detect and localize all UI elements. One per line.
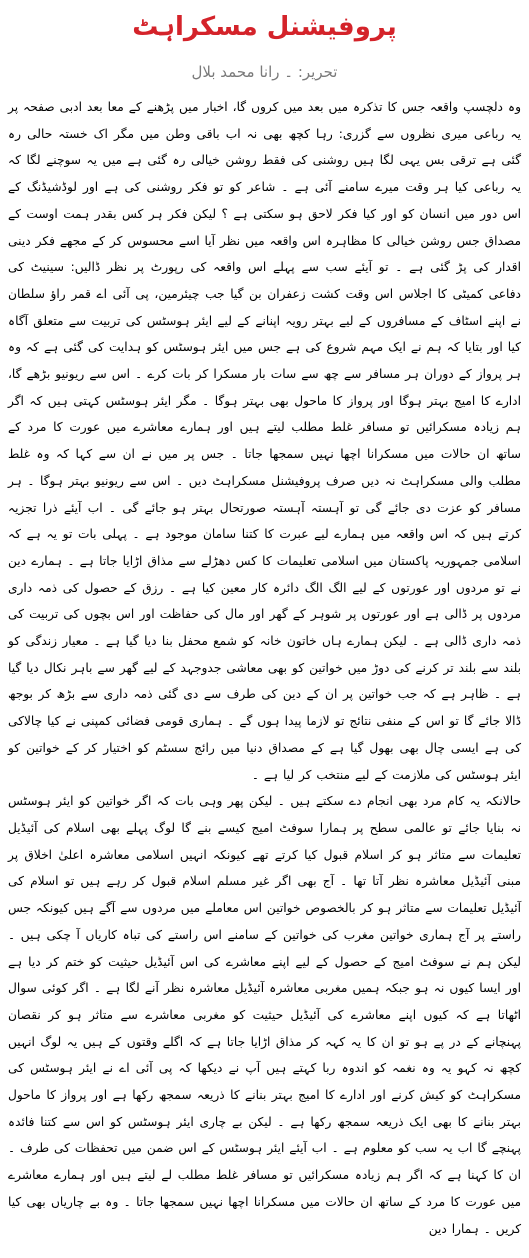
article-byline: تحریر: ۔ رانا محمد بلال [191,63,338,81]
article-paragraph: وہ دلچسپ واقعہ جس کا تذکرہ میں بعد میں کروں گا، اخبار میں پڑھنے کے معا بعد ادبی صفحہ پر یہ رباعی میری نظروں سے گزری: رہا کچھ بھی نہ اب باقی وطن میں مگر اک خستہ حالی رہ گئی ہے ترقی بس یہی لگا ہیں روشنی کی فقط روشن خیالی رہ گئی ہے میں یہ سوچنے لگا کہ یہ رباعی کیا ہر وقت میرے سامنے آئی ہے ۔ شاعر کو تو فکر روشنی کی ہے اور لوڈشیڈنگ کے اس دور میں انسان کو اور کیا فکر لاحق ہو سکتی ہے ؟ لیکن فکر ہر کس بقدر ہمت اوست کے مصداق جس روشن خیالی کا مظاہرہ اس واقعہ میں نظر آیا اسے محسوس کر کے مجھے فکر دینی اقدار کی پڑ گئی ہے ۔ تو آیئے سب سے پہلے اس واقعہ کی رپورٹ پر نظر ڈالیں: سینیٹ کی دفاعی کمیٹی کا اجلاس اس وقت کشت زعفران بن گیا جب چیئرمین، پی آئی اے قمر راؤ سلطان نے اپنے اسٹاف کے مسافروں کے لیے بہتر رویہ اپنانے کے لیے ایئر ہوسٹس کی تربیت سے متعلق آگاہ کیا اور بتایا کہ ہم نے ایک مہم شروع کی ہے جس میں ایئر ہوسٹس کو ہدایت کی گئی ہے کہ وہ ہر پرواز کے دوران ہر مسافر سے چھ سے سات بار مسکرا کر بات کرے ۔ اس سے ریونیو بڑھے گا، ادارے کا امیج بہتر ہوگا اور پرواز کا ماحول بھی بہتر ہوگا ۔ مگر ایئر ہوسٹس کہتی ہیں کہ اگر ہم زیادہ مسکرائیں تو مسافر غلط مطلب لیتے ہیں اور ہمارے معاشرے میں عورت کا مرد کے ساتھ ان حالات میں مسکرانا اچھا نہیں سمجھا جاتا ۔ جس پر میں نے ان سے کہا کہ وہ غلط مطلب والی مسکراہٹ نہ دیں صرف پروفیشنل مسکراہٹ دیں ۔ اس سے ریونیو بہتر ہوگا ۔ ہر مسافر کو عزت دی جائے گی تو آہستہ آہستہ صورتحال بہتر ہو جائے گی ۔ اب آیئے ذرا تجزیہ کرتے ہیں کہ اس واقعہ میں ہمارے لیے عبرت کا کتنا سامان موجود ہے ۔ پہلی بات تو یہ ہے کہ اسلامی جمہوریہ پاکستان میں اسلامی تعلیمات کا کس دھڑلے سے مذاق اڑایا جاتا ہے ۔ ہمارے دین نے تو مردوں اور عورتوں کے لیے الگ الگ دائرہ کار معین کیا ہے ۔ رزق کے حصول کی ذمہ داری مردوں پر ڈالی ہے اور عورتوں پر شوہر کے گھر اور مال کی حفاظت اور اس بچوں کی تربیت کی ذمہ داری ڈالی ہے ۔ لیکن ہمارے ہاں خاتون خانہ کو شمع محفل بنا دیا گیا ہے ۔ معیار زندگی کو بلند سے بلند تر کرنے کی دوڑ میں خواتین کو بھی معاشی جدوجہد کے لیے گھر سے باہر نکال دیا گیا ہے ۔ ظاہر ہے کہ جب خواتین پر ان کے دین کی طرف سے دی گئی ذمہ داری سے بڑھ کر بوجھ ڈالا جائے گا تو اس کے منفی نتائج تو لازما پیدا ہوں گے ۔ ہماری قومی فضائی کمپنی نے کیا چالاکی کی ہے ایسی چال بھی بھول گیا ہے کے مصداق دنیا میں رائج سسٹم کو اختیار کر کے خواتین کو ایئر ہوسٹس کی ملازمت کے لیے منتخب کر لیا ہے ۔ [8,100,521,782]
article-title: پروفیشنل مسکراہٹ [132,12,397,42]
article-paragraph: حالانکہ یہ کام مرد بھی انجام دے سکتے ہیں ۔ لیکن پھر وہی بات کہ اگر خواتین کو ایئر ہوسٹس نہ بنایا جائے تو عالمی سطح پر ہمارا سوفٹ امیج کیسے بنے گا لوگ پہلے بھی اسلام کی آئیڈیل تعلیمات سے متاثر ہو کر اسلام قبول کیا کرتے تھے کیونکہ انہیں اسلامی معاشرہ اعلیٰ اخلاق پر مبنی آئیڈیل معاشرہ نظر آتا تھا ۔ آج بھی اگر غیر مسلم اسلام قبول کر رہے ہیں تو اسلام کی آئیڈیل تعلیمات سے متاثر ہو کر بالخصوص خواتین اس معاملے میں مردوں سے آگے ہیں کیونکہ جس راستے پر آج ہماری خواتین مغرب کی خواتین کے سامنے اس راستے کی تباہ کاریاں آ چکی ہیں ۔ لیکن ہم نے سوفٹ امیج کے حصول کے لیے اپنے معاشرے کی اس آئیڈیل حیثیت کو ختم کر دیا ہے اور ایسا کیوں نہ ہو جبکہ ہمیں مغربی معاشرہ آئیڈیل معاشرہ نظر آنے لگا ہے ۔ اگر کوئی سوال اٹھاتا ہے کہ کیوں اپنے معاشرے کی آئیڈیل حیثیت کو مغربی معاشرے سے متاثر ہو کر نقصان پہنچانے کے در پے ہو تو ان کا یہ کہہ کر مذاق اڑایا جاتا ہے کہ اگلے وقتوں کے ہیں یہ لوگ انہیں کچھ نہ کہو یہ وہ نغمہ کو اندوہ ربا کہتے ہیں آپ نے دیکھا کہ پی آئی اے نے ایئر ہوسٹس کی مسکراہٹ کو کیش کرنے اور ادارے کا امیج بہتر بنانے کا ذریعہ سمجھ رکھا ہے اور پرواز کا ماحول بہتر بنانے کا بھی ایک ذریعہ سمجھ رکھا ہے ۔ لیکن بے چاری ایئر ہوسٹس کو اس سے کتنا فائدہ پہنچے گا اب یہ سب کو معلوم ہے ۔ اب آیئے ایئر ہوسٹس کے اس ضمن میں تحفظات کی طرف ۔ ان کا کہنا ہے کہ اگر ہم زیادہ مسکرائیں تو مسافر غلط مطلب لے لیتے ہیں اور ہمارے معاشرے میں عورت کا مرد کے ساتھ ان حالات میں مسکرانا اچھا نہیں سمجھا جاتا ۔ وہ بے چاریاں بھی کیا کریں ۔ ہمارا دین [8,794,521,1236]
article-body [8,94,521,1242]
